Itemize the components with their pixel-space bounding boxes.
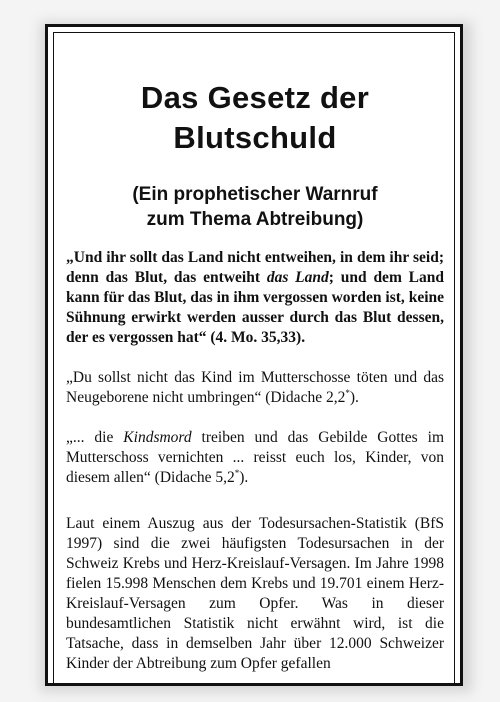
didache-quote-2-part2: treiben und das Gebilde Gottes im Mutterschoss vernichten ... reisst euch los, Kinder, von diesem allen“ (Didache 5,2 [66, 429, 444, 486]
didache-quote-1 [66, 368, 444, 408]
page-title [66, 78, 444, 158]
didache-quote-1-text: „Du sollst nicht das Kind im Mutterschosse töten und das Neugeborene nicht umbringen“ (Didache 2,2 [66, 369, 444, 406]
statistics-paragraph: Laut einem Auszug aus der Todesursachen-Statistik (BfS 1997) sind die zwei häufigsten Todesursachen in der Schweiz Krebs und Herz-Kreislauf-Versagen. Im Jahre 1998 fielen 15.998 Menschen dem Krebs und 19.701 einem Herz-Kreislauf-Versagen zum Opfer. Was in dieser bundesamtlichen Statistik nicht erwähnt wird, ist die Tatsache, dass in demselben Jahr über 12.000 Schweizer Kinder der Abtreibung zum Opfer gefallen [66, 515, 444, 672]
title-line-2: Blutschuld [173, 120, 337, 155]
bible-quote-emphasis: das Land [266, 269, 329, 286]
footnote-marker: * [234, 467, 240, 478]
page-content [54, 78, 454, 674]
bible-quote-part2: ; und dem Land kann für das Blut, das in ihm vergossen worden ist, keine Sühnung erwirkt werden ausser durch das Blut dessen, der es vergossen hat“ (4. Mo. 35,33). [66, 269, 445, 346]
title-line-1: Das Gesetz der [140, 80, 370, 115]
subtitle-line-2: zum Thema Abtreibung) [146, 209, 364, 230]
didache-quote-2-end: ). [239, 469, 249, 486]
didache-quote-1-end: ). [349, 389, 359, 406]
footnote-marker: * [345, 387, 350, 398]
didache-quote-2-part1: „... die [66, 429, 124, 446]
subtitle-line-1: (Ein prophetischer Warnruf [132, 184, 378, 205]
page-subtitle [66, 182, 444, 232]
didache-quote-2-emphasis: Kindsmord [123, 429, 192, 446]
bible-quote-part1: „Und ihr sollt das Land nicht entweihen, in dem ihr seid; denn das Blut, das entweiht [66, 249, 444, 286]
didache-quote-2 [66, 428, 444, 488]
page-inner-border [53, 32, 455, 686]
bible-quote [66, 248, 444, 348]
document-page [45, 24, 463, 686]
